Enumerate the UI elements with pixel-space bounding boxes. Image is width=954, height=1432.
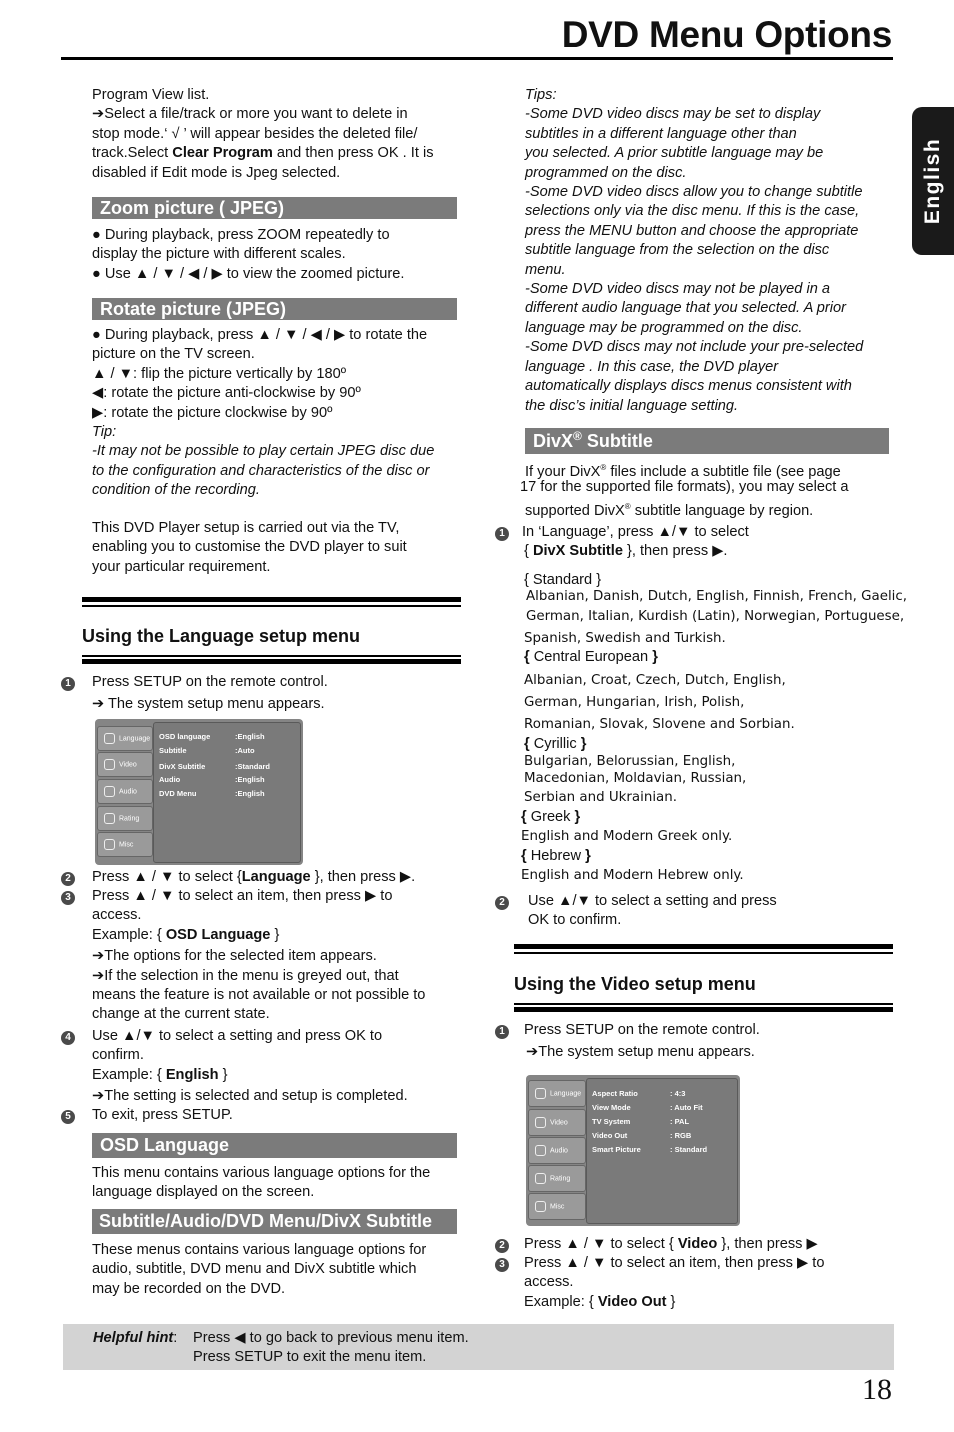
tips-line: -Some DVD video discs may be set to display xyxy=(525,106,821,123)
menu-side-label: Misc xyxy=(119,841,134,849)
menu-row-value: :Standard xyxy=(235,762,271,771)
registered-mark: ® xyxy=(600,463,607,472)
intro-block xyxy=(92,86,434,183)
menu-row-label: TV System xyxy=(592,1117,631,1126)
text: }, then press ▶ xyxy=(717,1236,818,1252)
menu-side-label: Rating xyxy=(119,815,140,823)
menu-row-value: :Auto xyxy=(235,746,255,755)
step-3-example xyxy=(92,926,425,945)
text: { xyxy=(524,543,533,559)
text: Press ▲ / ▼ to select { xyxy=(92,869,242,885)
text: track.Select xyxy=(92,145,173,162)
menu-row-value: :English xyxy=(235,732,265,741)
menu-side-item xyxy=(528,1165,586,1192)
registered-mark: ® xyxy=(624,502,631,511)
menu-side-item xyxy=(97,832,153,857)
rotate-line: ▶: rotate the picture clockwise by 90º xyxy=(92,404,333,421)
hint-line: Press ◀ to go back to previous menu item. xyxy=(193,1330,469,1346)
lock-icon xyxy=(104,813,115,824)
menu-row-value: :English xyxy=(235,775,265,784)
text: files include a subtitle file (see page xyxy=(606,463,841,480)
video-step-3 xyxy=(524,1254,824,1312)
lang-line: German, Italian, Kurdish (Latin), Norwegian, Portuguese, xyxy=(526,608,905,624)
step-3-note: change at the current state. xyxy=(92,1006,270,1023)
tip-line: Tip: xyxy=(92,424,117,441)
bold-term: Clear Program xyxy=(172,145,273,162)
rotate-body xyxy=(92,326,434,501)
language-icon xyxy=(104,733,115,744)
step-3-note: ➔The options for the selected item appears. xyxy=(92,948,377,965)
divx-para: 17 for the supported file formats), you may select a xyxy=(520,479,849,495)
video-step-2 xyxy=(524,1235,818,1254)
tips-line: programmed on the disc. xyxy=(525,164,687,181)
divx-step-2 xyxy=(528,892,777,931)
lang-line: Serbian and Ukrainian. xyxy=(524,790,678,805)
lang-line: Bulgarian, Belorussian, English, xyxy=(524,754,736,769)
tips-line: subtitles in a different language other than xyxy=(525,125,797,142)
menu-side-label: Misc xyxy=(550,1203,565,1211)
intro-line: disabled if Edit mode is Jpeg selected. xyxy=(92,164,341,181)
divx-step-1: In ‘Language’, press ▲/▼ to select xyxy=(522,524,749,540)
menu-row-value: : PAL xyxy=(670,1117,690,1126)
speaker-icon xyxy=(104,786,115,797)
menu-row-value: : 4:3 xyxy=(670,1089,686,1098)
menu-side-item xyxy=(528,1193,586,1220)
title-rule xyxy=(61,57,893,60)
intro-line: Program View list. xyxy=(92,87,210,103)
menu-side-item xyxy=(528,1109,586,1136)
tips-block xyxy=(525,86,863,416)
menu-row-label: OSD language xyxy=(159,732,211,741)
osd-heading: OSD Language xyxy=(92,1133,457,1158)
divx-para xyxy=(525,497,813,521)
menu-panel xyxy=(153,722,301,863)
divx-step-2-line: OK to confirm. xyxy=(528,912,622,929)
tips-line: the disc’s initial language setting. xyxy=(525,397,739,414)
intro-line: stop mode.‘ √ ’ will appear besides the deleted file/ xyxy=(92,125,418,142)
text: Central European xyxy=(533,649,649,665)
setup-line: your particular requirement. xyxy=(92,558,271,575)
video-step-number-3: 3 xyxy=(495,1258,509,1272)
setup-line: This DVD Player setup is carried out via the TV, xyxy=(92,520,400,536)
rotate-line: picture on the TV screen. xyxy=(92,346,255,363)
zoom-heading: Zoom picture ( JPEG) xyxy=(92,197,457,219)
zoom-line: display the picture with different scales. xyxy=(92,246,346,263)
standard-label: { Standard } xyxy=(524,572,602,588)
menu-side-label: Video xyxy=(550,1119,568,1127)
divx-heading xyxy=(525,428,889,454)
speaker-icon xyxy=(535,1145,546,1156)
step-number-1: 1 xyxy=(61,677,75,691)
video-step-number-1: 1 xyxy=(495,1025,509,1039)
menu-row-label: Video Out xyxy=(592,1131,628,1140)
step-3-line: access. xyxy=(92,907,142,924)
video-step-3-example xyxy=(524,1293,824,1312)
video-menu-screenshot xyxy=(526,1075,740,1226)
rotate-line: ◀: rotate the picture anti-clockwise by 90º xyxy=(92,385,361,402)
step-3 xyxy=(92,887,425,1025)
osd-line: This menu contains various language options for the xyxy=(92,1165,431,1181)
registered-mark: ® xyxy=(573,429,582,443)
hint-line: Press SETUP to exit the menu item. xyxy=(193,1349,427,1365)
text: } xyxy=(218,1066,228,1083)
document-icon xyxy=(535,1201,546,1212)
menu-row-label: DVD Menu xyxy=(159,789,197,798)
tips-line: language may be programmed on the disc. xyxy=(525,319,803,336)
menu-row-value: : RGB xyxy=(670,1131,692,1140)
lang-line: Spanish, Swedish and Turkish. xyxy=(524,631,726,646)
menu-row-label: Subtitle xyxy=(159,746,187,755)
video-icon xyxy=(535,1117,546,1128)
bold-term: DivX Subtitle xyxy=(532,543,623,559)
section-rule xyxy=(82,655,461,657)
helpful-hint-box xyxy=(63,1324,894,1370)
tips-line: -Some DVD video discs allow you to change subtitle xyxy=(525,184,863,201)
text: Subtitle xyxy=(581,431,653,451)
setup-line: enabling you to customise the DVD player to suit xyxy=(92,539,407,556)
hebrew-label: { Hebrew } xyxy=(521,848,591,864)
menu-row-label: View Mode xyxy=(592,1103,631,1112)
osd-body xyxy=(92,1164,430,1203)
divx-step-number-2: 2 xyxy=(495,896,509,910)
tips-line: -Some DVD video discs may not be played in a xyxy=(525,281,830,298)
section-rule xyxy=(82,597,461,602)
step-3-note: ➔If the selection in the menu is greyed out, that xyxy=(92,967,399,984)
step-3-line: Press ▲ / ▼ to select an item, then press ▶ to xyxy=(92,888,393,904)
step-4-line: Use ▲/▼ to select a setting and press OK to xyxy=(92,1028,383,1044)
language-setup-heading: Using the Language setup menu xyxy=(82,626,361,646)
text: subtitle language by region. xyxy=(630,502,814,519)
divx-step-2-line: Use ▲/▼ to select a setting and press xyxy=(528,893,777,909)
menu-side-label: Video xyxy=(119,761,137,769)
menu-row-label: Smart Picture xyxy=(592,1145,641,1154)
video-step-1: Press SETUP on the remote control. xyxy=(524,1022,760,1038)
bold-term: English xyxy=(165,1066,219,1083)
tip-line: to the configuration and characteristics of the disc or xyxy=(92,462,430,479)
bold-term: OSD Language xyxy=(165,926,271,943)
step-1-note: ➔ The system setup menu appears. xyxy=(92,696,325,712)
menu-side-item xyxy=(97,752,153,777)
zoom-body xyxy=(92,226,404,284)
tips-line: press the MENU button and choose the appropriate xyxy=(525,222,859,239)
text: Example: { xyxy=(524,1293,598,1310)
text: supported DivX xyxy=(525,502,625,519)
text: Greek xyxy=(530,809,571,825)
step-number-4: 4 xyxy=(61,1031,75,1045)
menu-side-label: Language xyxy=(550,1090,582,1098)
lang-line: Albanian, Danish, Dutch, English, Finnish, French, Gaelic, xyxy=(526,589,907,604)
text: } xyxy=(666,1293,676,1310)
text: } xyxy=(270,926,280,943)
video-step-3-line: Press ▲ / ▼ to select an item, then press ▶ to xyxy=(524,1255,825,1271)
bold-term: Video xyxy=(677,1236,718,1252)
lang-line: Macedonian, Moldavian, Russian, xyxy=(524,770,747,786)
text: DivX xyxy=(533,431,574,451)
text: Example: { xyxy=(92,1066,166,1083)
intro-line xyxy=(92,144,434,163)
step-number-2: 2 xyxy=(61,872,75,886)
menu-side-label: Audio xyxy=(550,1147,568,1155)
cyrillic-label: { Cyrillic } xyxy=(524,736,587,752)
text: : xyxy=(173,1330,178,1346)
tips-line: you selected. A prior subtitle language may be xyxy=(525,145,824,162)
rotate-line: ▲ / ▼: flip the picture vertically by 180º xyxy=(92,365,347,382)
bold-term: Video Out xyxy=(597,1293,667,1310)
step-4-note: ➔The setting is selected and setup is completed. xyxy=(92,1088,408,1105)
menu-side-label: Audio xyxy=(119,788,137,796)
hint-label xyxy=(93,1329,177,1348)
step-3-note: means the feature is not available or not possible to xyxy=(92,987,426,1004)
subtitle-line: These menus contains various language options for xyxy=(92,1242,427,1258)
section-rule xyxy=(514,944,893,949)
tip-line: -It may not be possible to play certain JPEG disc due xyxy=(92,443,435,460)
lang-line: Romanian, Slovak, Slovene and Sorbian. xyxy=(524,717,795,732)
subtitle-line: audio, subtitle, DVD menu and DivX subtitle which xyxy=(92,1261,417,1278)
text: }, then press ▶. xyxy=(622,543,728,559)
menu-row-label: Aspect Ratio xyxy=(592,1089,638,1098)
video-step-number-2: 2 xyxy=(495,1239,509,1253)
text: Hebrew xyxy=(530,848,582,864)
step-2 xyxy=(92,868,415,887)
section-rule xyxy=(82,605,461,607)
menu-panel xyxy=(586,1078,738,1224)
video-step-3-line: access. xyxy=(524,1274,574,1291)
step-1: Press SETUP on the remote control. xyxy=(92,674,328,690)
step-5: To exit, press SETUP. xyxy=(92,1107,233,1123)
menu-row-label: DivX Subtitle xyxy=(159,762,206,771)
step-4 xyxy=(92,1027,408,1107)
menu-side-item xyxy=(97,806,153,831)
menu-row-label: Audio xyxy=(159,775,181,784)
language-tab xyxy=(912,107,954,255)
text: Cyrillic xyxy=(533,736,577,752)
menu-side-item xyxy=(528,1137,586,1164)
tip-line: condition of the recording. xyxy=(92,482,260,499)
tips-line: selections only via the disc menu. If this is the case, xyxy=(525,203,860,220)
text: Press ▲ / ▼ to select { xyxy=(524,1236,678,1252)
tips-line: automatically displays discs menus consistent with xyxy=(525,378,852,395)
rotate-line: ● During playback, press ▲ / ▼ / ◀ / ▶ to rotate the xyxy=(92,327,428,343)
hebrew-languages: English and Modern Hebrew only. xyxy=(521,868,744,883)
lang-line: German, Hungarian, Irish, Polish, xyxy=(524,695,745,710)
video-step-1-note: ➔The system setup menu appears. xyxy=(526,1044,755,1060)
central-label: { Central European } xyxy=(524,649,658,665)
step-4-example xyxy=(92,1066,408,1085)
divx-step-1b xyxy=(524,542,727,561)
video-icon xyxy=(104,759,115,770)
tips-line: menu. xyxy=(525,261,566,278)
document-icon xyxy=(104,839,115,850)
zoom-line: ● Use ▲ / ▼ / ◀ / ▶ to view the zoomed picture. xyxy=(92,265,405,282)
setup-menu-screenshot xyxy=(95,719,303,865)
page-number: 18 xyxy=(862,1373,892,1406)
menu-side-item xyxy=(97,726,153,751)
text: If your DivX xyxy=(525,463,601,480)
divx-step-number-1: 1 xyxy=(495,527,509,541)
section-rule xyxy=(514,1007,893,1012)
subtitle-line: may be recorded on the DVD. xyxy=(92,1280,286,1297)
menu-row-value: : Standard xyxy=(670,1145,708,1154)
section-rule xyxy=(514,952,893,954)
standard-languages xyxy=(526,587,907,626)
setup-intro xyxy=(92,519,407,577)
osd-line: language displayed on the screen. xyxy=(92,1184,315,1201)
rotate-heading: Rotate picture (JPEG) xyxy=(92,298,457,320)
central-languages xyxy=(524,670,795,736)
greek-label: { Greek } xyxy=(521,809,581,825)
bold-term: Language xyxy=(241,869,311,885)
subtitle-heading: Subtitle/Audio/DVD Menu/DivX Subtitle xyxy=(92,1209,457,1234)
tips-line: -Some DVD discs may not include your pre-selected xyxy=(525,339,864,356)
menu-side-item xyxy=(97,779,153,804)
intro-line: ➔Select a file/track or more you want to delete in xyxy=(92,106,408,123)
step-4-line: confirm. xyxy=(92,1047,144,1064)
text: }, then press ▶. xyxy=(310,869,416,885)
zoom-line: ● During playback, press ZOOM repeatedly to xyxy=(92,227,390,243)
cyrillic-languages xyxy=(524,754,746,807)
language-tab-label: English xyxy=(921,137,944,225)
language-icon xyxy=(535,1088,546,1099)
step-number-3: 3 xyxy=(61,891,75,905)
tips-line: subtitle language from the selection on the disc xyxy=(525,242,830,259)
tips-line: Tips: xyxy=(525,87,557,103)
menu-side-label: Language xyxy=(119,735,151,743)
tips-line: language . In this case, the DVD player xyxy=(525,358,779,375)
lock-icon xyxy=(535,1173,546,1184)
section-rule xyxy=(514,1003,893,1005)
subtitle-body xyxy=(92,1241,426,1299)
video-setup-heading: Using the Video setup menu xyxy=(514,974,756,994)
page-title: DVD Menu Options xyxy=(561,14,892,55)
menu-row-value: :English xyxy=(235,789,265,798)
hint-label-text: Helpful hint xyxy=(93,1330,174,1346)
text: and then press OK . It is xyxy=(272,145,434,162)
menu-side-item xyxy=(528,1080,586,1107)
tips-line: different audio language that you selected. A prior xyxy=(525,300,847,317)
step-number-5: 5 xyxy=(61,1110,75,1124)
text: Example: { xyxy=(92,926,166,943)
greek-languages: English and Modern Greek only. xyxy=(521,829,733,844)
menu-side-label: Rating xyxy=(550,1175,571,1183)
section-rule xyxy=(82,659,461,664)
menu-row-value: : Auto Fit xyxy=(670,1103,703,1112)
lang-line: Albanian, Croat, Czech, Dutch, English, xyxy=(524,673,786,688)
